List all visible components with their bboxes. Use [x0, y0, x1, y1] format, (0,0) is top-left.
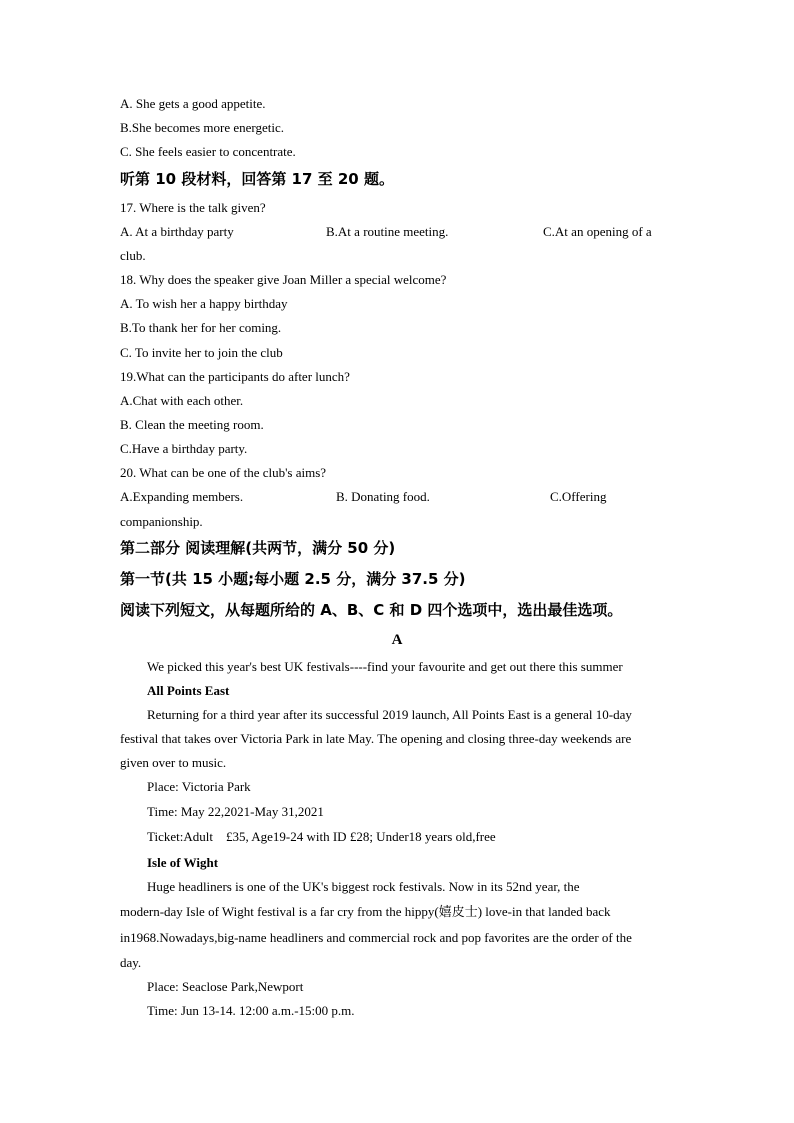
- festival-1-time: Time: May 22,2021-May 31,2021: [147, 804, 324, 819]
- q19-option-b: B. Clean the meeting room.: [120, 417, 264, 432]
- section1-header: 第一节(共 15 小题;每小题 2.5 分，满分 37.5 分): [120, 570, 466, 588]
- festival-2-paragraph-line: in1968.Nowadays,big-name headliners and commercial rock and pop favorites are the order of the: [120, 930, 632, 945]
- q16-option-a: A. She gets a good appetite.: [120, 96, 266, 111]
- festival-1-paragraph-line: Returning for a third year after its successful 2019 launch, All Points East is a general 10-day: [147, 707, 632, 722]
- q17-option-c-cont: club.: [120, 248, 146, 263]
- festival-2-time: Time: Jun 13-14. 12:00 a.m.-15:00 p.m.: [147, 1003, 355, 1018]
- festival-2-paragraph-line: Huge headliners is one of the UK's biggest rock festivals. Now in its 52nd year, the: [147, 879, 580, 894]
- festival-1-place: Place: Victoria Park: [147, 779, 251, 794]
- q20-option-c: C.Offering: [550, 489, 607, 504]
- festival-2-title: Isle of Wight: [147, 855, 219, 870]
- festival-2-paragraph-line: modern-day Isle of Wight festival is a far cry from the hippy(嬉皮士) love-in that landed back: [120, 904, 611, 919]
- festival-1-title: All Points East: [147, 683, 230, 698]
- q20-option-c-cont: companionship.: [120, 514, 203, 529]
- section10-header: 听第 10 段材料，回答第 17 至 20 题。: [120, 170, 394, 188]
- festival-2-place: Place: Seaclose Park,Newport: [147, 979, 304, 994]
- passage-intro: We picked this year's best UK festivals----find your favourite and get out there this summer: [147, 659, 623, 674]
- passage-label: A: [391, 632, 403, 648]
- part2-header: 第二部分 阅读理解(共两节，满分 50 分): [120, 539, 396, 557]
- q18-question: 18. Why does the speaker give Joan Miller a special welcome?: [120, 272, 447, 287]
- q20-option-b: B. Donating food.: [336, 489, 430, 504]
- q19-option-a: A.Chat with each other.: [120, 393, 244, 408]
- festival-2-paragraph-line: day.: [120, 955, 142, 970]
- q19-option-c: C.Have a birthday party.: [120, 441, 248, 456]
- q17-options: [120, 224, 652, 240]
- q17-option-b: B.At a routine meeting.: [326, 224, 449, 239]
- q18-option-a: A. To wish her a happy birthday: [120, 296, 288, 311]
- q16-option-b: B.She becomes more energetic.: [120, 120, 285, 135]
- festival-1-ticket: Ticket:Adult £35, Age19-24 with ID £28; Under18 years old,free: [147, 829, 496, 844]
- festival-1-paragraph-line: festival that takes over Victoria Park in late May. The opening and closing three-day weekends are: [120, 731, 632, 746]
- q17-question: 17. Where is the talk given?: [120, 200, 266, 215]
- q17-option-a: A. At a birthday party: [120, 224, 234, 239]
- festival-1-paragraph-line: given over to music.: [120, 755, 227, 770]
- q20-options: [120, 489, 606, 505]
- q16-option-c: C. She feels easier to concentrate.: [120, 144, 296, 159]
- q20-question: 20. What can be one of the club's aims?: [120, 465, 327, 480]
- q20-option-a: A.Expanding members.: [120, 489, 244, 504]
- q18-option-b: B.To thank her for her coming.: [120, 320, 282, 335]
- q17-option-c: C.At an opening of a: [543, 224, 652, 239]
- reading-instruction: 阅读下列短文，从每题所给的 A、B、C 和 D 四个选项中，选出最佳选项。: [120, 601, 623, 619]
- q18-option-c: C. To invite her to join the club: [120, 345, 283, 360]
- q19-question: 19.What can the participants do after lunch?: [120, 369, 350, 384]
